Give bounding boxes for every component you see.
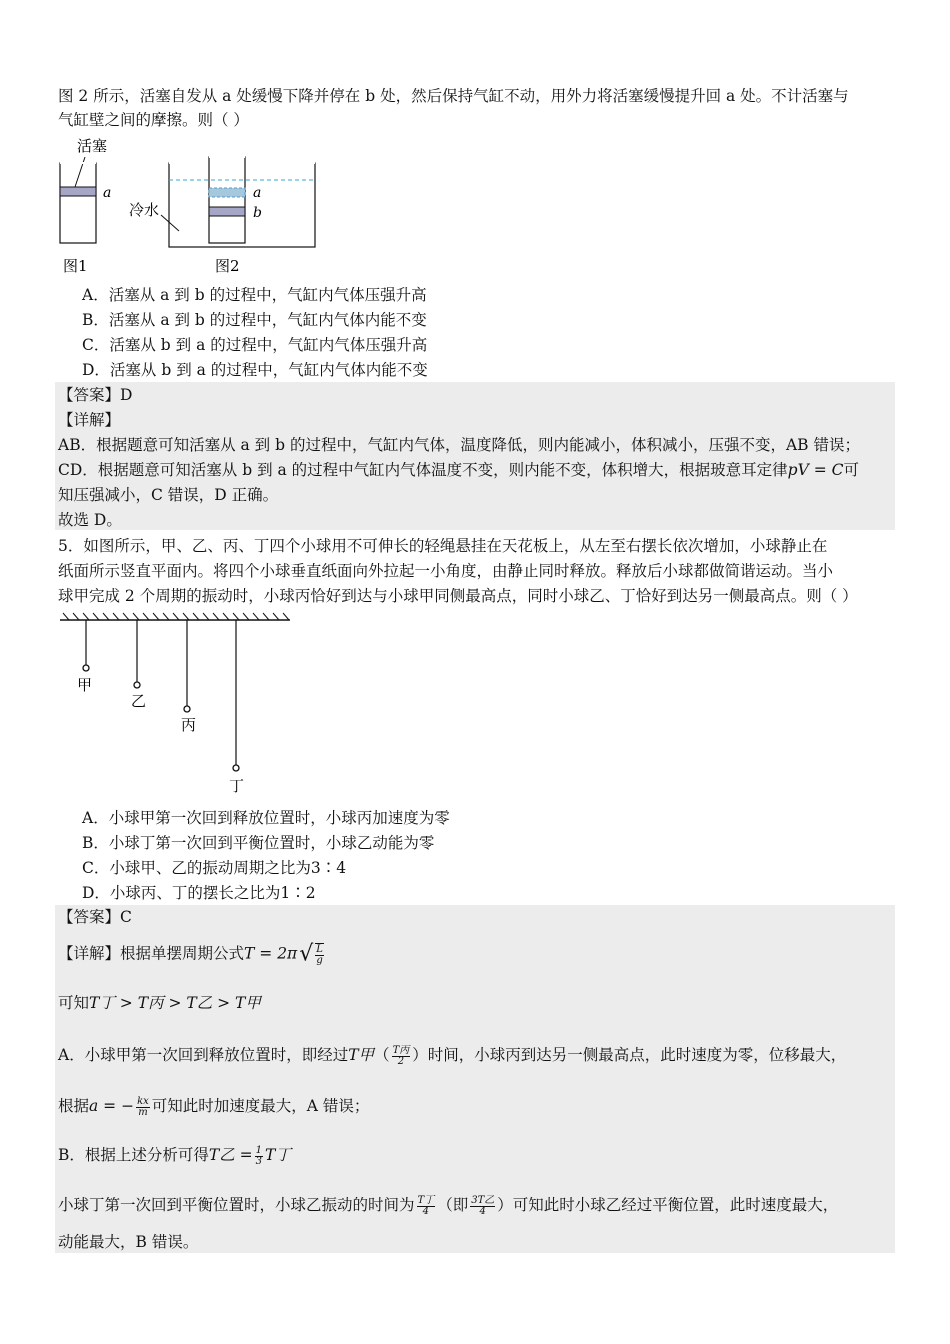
q4-detail-line3: 知压强减小，C 错误，D 正确。: [58, 486, 279, 504]
label-cold-water: 冷水: [129, 201, 160, 219]
water-tank: [169, 163, 315, 247]
caption-fig1: 图1: [63, 257, 88, 275]
label-yi: 乙: [131, 692, 147, 710]
q4-answer: 【答案】D: [58, 386, 133, 404]
sqrt-L-over-g: √ $\frac{L}{g}$: [299, 941, 323, 967]
q5-analysis-a-line2: 根据a = − $\frac{kx}{m}$ 可知此时加速度最大，A 错误；: [58, 1095, 370, 1118]
label-bing: 丙: [181, 716, 197, 734]
label-jia: 甲: [77, 676, 93, 694]
q5-analysis-a-line1: A．小球甲第一次回到释放位置时，即经过T甲（ $\frac{\text{T丙}}{2}$ ）时间，小球丙到达另一侧最高点，此时速度为零，位移最大，: [58, 1044, 847, 1067]
label-a-fig1: a: [103, 185, 112, 201]
q4-option-b: B．活塞从 a 到 b 的过程中，气缸内气体内能不变: [82, 311, 427, 329]
q5-inference: 可知T丁 > T丙 > T乙 > T甲: [58, 994, 261, 1012]
q5-analysis-b-line3: 动能最大，B 错误。: [58, 1233, 199, 1251]
q4-stem-line2: 气缸壁之间的摩擦。则（ ）: [58, 111, 249, 129]
q4-conclusion: 故选 D。: [58, 511, 122, 529]
q4-answer-block: [55, 382, 895, 530]
cylinder-figure: [55, 135, 325, 280]
ball-ding: [233, 765, 239, 771]
boyle-law: pV = C: [787, 461, 844, 479]
q4-stem-line1: 图 2 所示，活塞自发从 a 处缓慢下降并停在 b 处，然后保持气缸不动，用外力将活塞缓慢提升回 a 处。不计活塞与: [58, 87, 849, 105]
cylinder-fig2: [209, 157, 245, 243]
piston-fig1: [60, 187, 96, 196]
label-ding: 丁: [229, 777, 245, 795]
label-piston: 活塞: [77, 137, 108, 155]
q4-detail-line2: CD．根据题意可知活塞从 b 到 a 的过程中气缸内气体温度不变，则内能不变，体积增大，根据玻意耳定律pV = C可: [58, 461, 860, 479]
q4-option-c: C．活塞从 b 到 a 的过程中，气缸内气体压强升高: [82, 336, 428, 354]
q5-detail-formula: 【详解】根据单摆周期公式T = 2π√ $\frac{L}{g}$: [58, 943, 326, 966]
piston-position-b: [209, 207, 245, 216]
pendulum-figure: [55, 610, 300, 800]
q5-stem-line3: 球甲完成 2 个周期的振动时，小球丙恰好到达与小球甲同侧最高点，同时小球乙、丁恰好到达另一侧最高点。则（ ）: [58, 587, 858, 605]
caption-fig2: 图2: [215, 257, 240, 275]
ball-jia: [83, 665, 89, 671]
q4-detail-line1: AB．根据题意可知活塞从 a 到 b 的过程中，气缸内气体，温度降低，则内能减小，体积减小，压强不变，AB 错误；: [58, 436, 860, 454]
q4-detail-title: 【详解】: [58, 411, 121, 429]
label-b-fig2: b: [253, 205, 262, 221]
piston-position-a: [209, 188, 245, 197]
cylinder-fig1: [60, 163, 96, 243]
q5-stem-line2: 纸面所示竖直平面内。将四个小球垂直纸面向外拉起一小角度，由静止同时释放。释放后小球都做简谐运动。当小: [58, 562, 834, 580]
q4-option-d: D．活塞从 b 到 a 的过程中，气缸内气体内能不变: [82, 361, 428, 379]
label-a-fig2: a: [253, 185, 262, 201]
q5-answer: 【答案】C: [58, 908, 132, 926]
q4-option-a: A．活塞从 a 到 b 的过程中，气缸内气体压强升高: [82, 286, 427, 304]
q5-option-b: B．小球丁第一次回到平衡位置时，小球乙动能为零: [82, 834, 435, 852]
q5-analysis-b-line2: 小球丁第一次回到平衡位置时，小球乙振动的时间为 $\frac{\text{T丁}}{4}$ （即 $\frac{\text{3T乙}}{4}$ ）可知此时小球乙经过平衡位置，此时速度最大，: [58, 1194, 839, 1217]
q5-stem-line1: 5．如图所示，甲、乙、丙、丁四个小球用不可伸长的轻绳悬挂在天花板上，从左至右摆长依次增加，小球静止在: [58, 537, 828, 555]
ball-yi: [134, 682, 140, 688]
period-order: T丁 > T丙 > T乙 > T甲: [89, 994, 261, 1012]
ball-bing: [184, 706, 190, 712]
q5-option-c: C．小球甲、乙的振动周期之比为3∶4: [82, 859, 347, 877]
q5-analysis-b-line1: B．根据上述分析可得T乙 = $\frac{1}{3}$ T丁: [58, 1144, 291, 1167]
q5-option-a: A．小球甲第一次回到释放位置时，小球丙加速度为零: [82, 809, 450, 827]
q5-option-d: D．小球丙、丁的摆长之比为1∶2: [82, 884, 316, 902]
